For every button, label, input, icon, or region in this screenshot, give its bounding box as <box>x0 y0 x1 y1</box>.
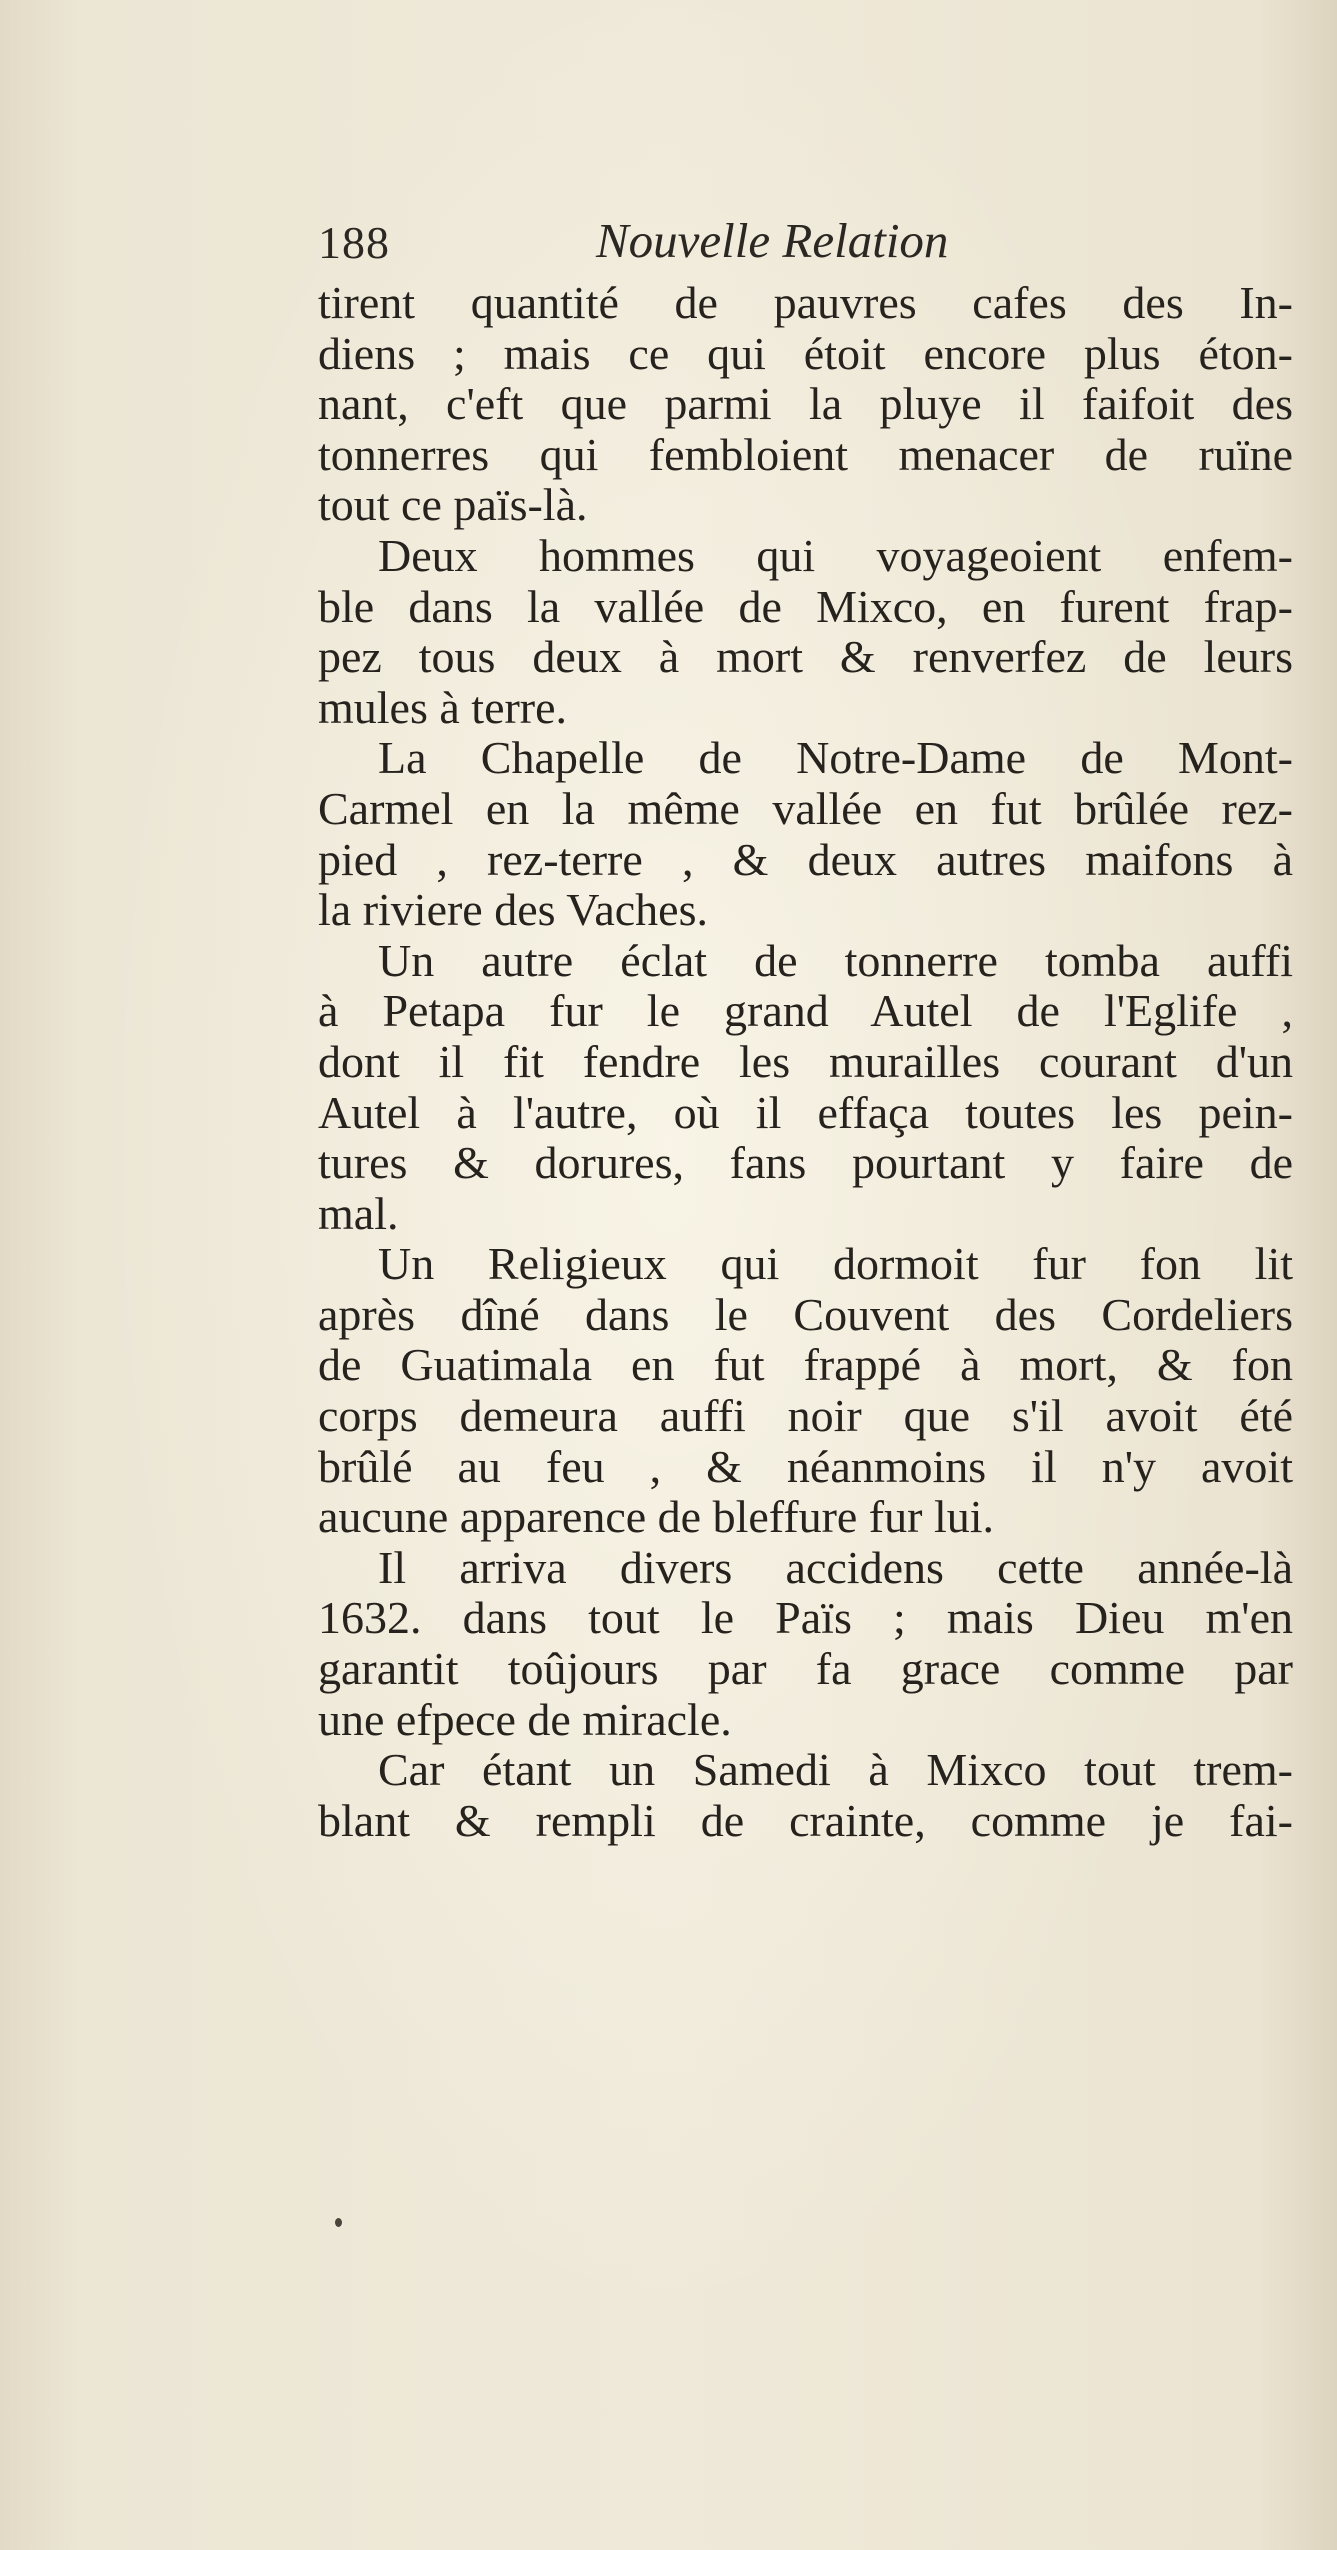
paragraph-first-line: Car étant un Samedi à Mixco tout trem- <box>378 1744 1293 1796</box>
text-line: tout ce païs-là. <box>318 479 588 531</box>
text-line: blant & rempli de crainte, comme je fai- <box>318 1794 1293 1846</box>
text-line: diens ; mais ce qui étoit encore plus éton- <box>318 327 1293 379</box>
body-text <box>318 278 1293 1846</box>
text-line: Autel à l'autre, où il effaça toutes les pein- <box>318 1086 1293 1138</box>
paragraph-first-line: Deux hommes qui voyageoient enfem- <box>378 529 1293 581</box>
running-title: Nouvelle Relation <box>596 213 949 268</box>
text-line: brûlé au feu , & néanmoins il n'y avoit <box>318 1440 1293 1492</box>
text-line: aucune apparence de bleffure fur lui. <box>318 1491 995 1543</box>
text-line: corps demeura auffi noir que s'il avoit été <box>318 1390 1293 1442</box>
text-line: dont il fit fendre les murailles courant d'un <box>318 1035 1293 1087</box>
paragraph-first-line: Il arriva divers accidens cette année-là <box>378 1541 1293 1593</box>
text-line: une efpece de miracle. <box>318 1693 732 1745</box>
text-line: après dîné dans le Couvent des Cordeliers <box>318 1288 1293 1340</box>
ink-speck <box>335 2218 342 2227</box>
text-line: Carmel en la même vallée en fut brûlée rez- <box>318 782 1293 834</box>
text-line: à Petapa fur le grand Autel de l'Eglife , <box>318 985 1293 1037</box>
text-line: pied , rez-terre , & deux autres maifons à <box>318 833 1293 885</box>
text-line: tures & dorures, fans pourtant y faire de <box>318 1137 1293 1189</box>
text-line: nant, c'eft que parmi la pluye il faifoit des <box>318 378 1293 430</box>
text-line: la riviere des Vaches. <box>318 884 708 936</box>
text-line: pez tous deux à mort & renverfez de leurs <box>318 631 1293 683</box>
text-line: tonnerres qui fembloient menacer de ruïne <box>318 428 1293 480</box>
text-line: garantit toûjours par fa grace comme par <box>318 1643 1293 1695</box>
text-line: de Guatimala en fut frappé à mort, & fon <box>318 1339 1293 1391</box>
page-header <box>318 212 1018 272</box>
text-line: mal. <box>318 1187 399 1239</box>
paragraph-first-line: Un autre éclat de tonnerre tomba auffi <box>378 934 1293 986</box>
text-line: tirent quantité de pauvres cafes des In- <box>318 277 1293 328</box>
page-number: 188 <box>318 217 390 268</box>
paragraph-first-line: Un Religieux qui dormoit fur fon lit <box>378 1238 1293 1290</box>
text-line: ble dans la vallée de Mixco, en furent frap- <box>318 580 1293 632</box>
text-line: 1632. dans tout le Païs ; mais Dieu m'en <box>318 1592 1293 1644</box>
text-line: mules à terre. <box>318 681 568 733</box>
paragraph-first-line: La Chapelle de Notre-Dame de Mont- <box>378 732 1293 784</box>
